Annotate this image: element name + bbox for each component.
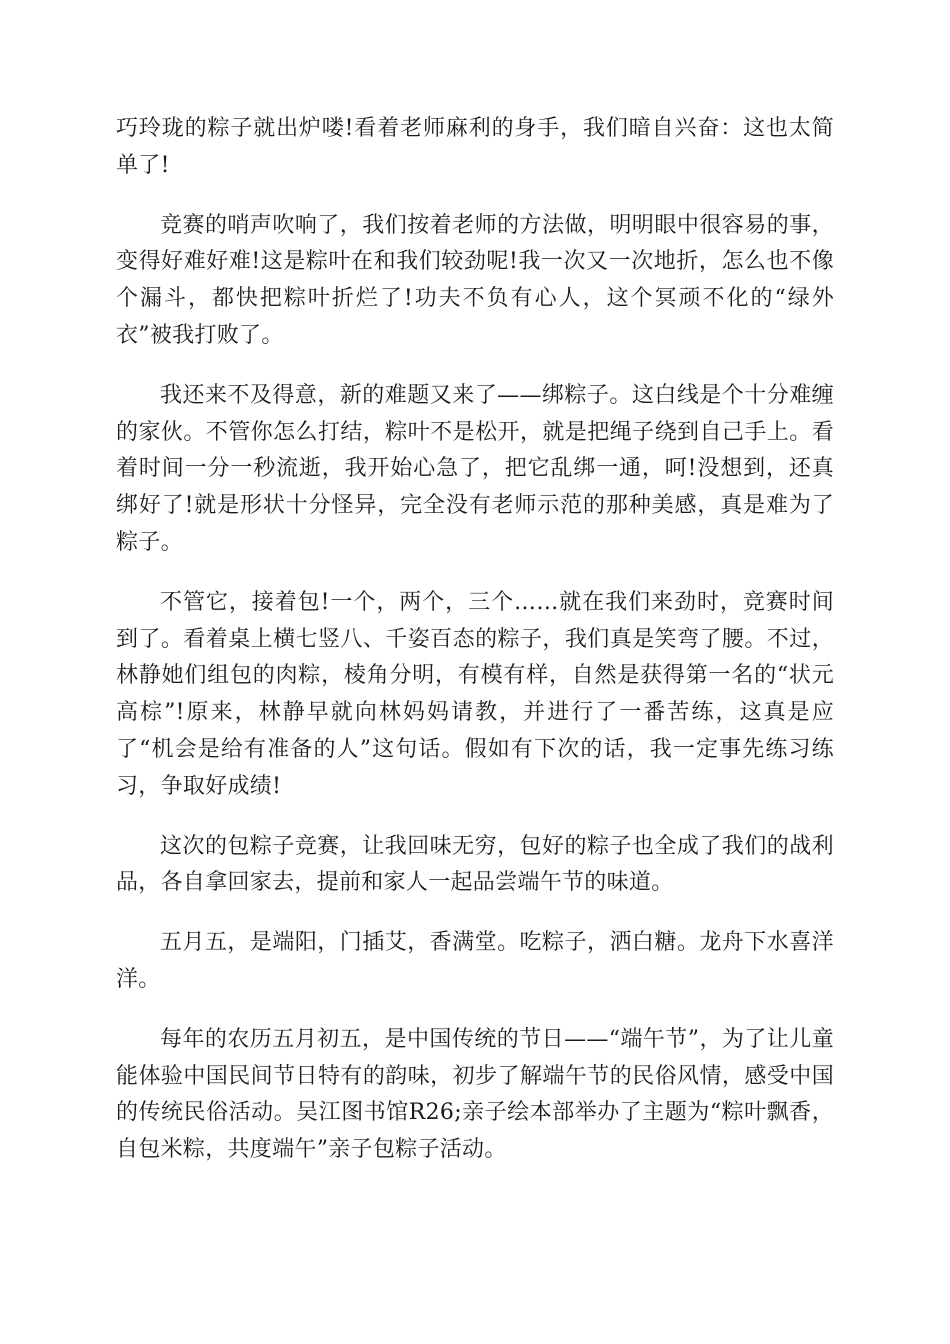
paragraph-6: 五月五，是端阳，门插艾，香满堂。吃粽子，洒白糖。龙舟下水喜洋洋。 <box>116 930 834 992</box>
paragraph-5: 这次的包粽子竞赛，让我回味无穷，包好的粽子也全成了我们的战利品，各自拿回家去，提前和家人一起品尝端午节的味道。 <box>116 833 834 896</box>
paragraph-3: 我还来不及得意，新的难题又来了——绑粽子。这白线是个十分难缠的家伙。不管你怎么打结，粽叶不是松开，就是把绳子绕到自己手上。看着时间一分一秒流逝，我开始心急了，把它乱绑一通，呵!没想到，还真绑好了!就是形状十分怪异，完全没有老师示范的那种美感，真是难为了粽子。 <box>116 382 834 555</box>
paragraph-4: 不管它，接着包!一个，两个，三个……就在我们来劲时，竞赛时间到了。看着桌上横七竖八、千姿百态的粽子，我们真是笑弯了腰。不过，林静她们组包的肉粽，棱角分明，有模有样，自然是获得第一名的“状元高棕”!原来，林静早就向林妈妈请教，并进行了一番苦练，这真是应了“机会是给有准备的人”这句话。假如有下次的话，我一定事先练习练习，争取好成绩! <box>116 589 834 799</box>
paragraph-7: 每年的农历五月初五，是中国传统的节日——“端午节”，为了让儿童能体验中国民间节日特有的韵味，初步了解端午节的民俗风情，感受中国的传统民俗活动。吴江图书馆R26;亲子绘本部举办了主题为“粽叶飘香，自包米粽，共度端午”亲子包粽子活动。 <box>116 1026 834 1163</box>
paragraph-1: 巧玲珑的粽子就出炉喽!看着老师麻利的身手，我们暗自兴奋：这也太简单了! <box>116 116 834 178</box>
paragraph-2: 竞赛的哨声吹响了，我们按着老师的方法做，明明眼中很容易的事，变得好难好难!这是粽叶在和我们较劲呢!我一次又一次地折，怎么也不像个漏斗，都快把粽叶折烂了!功夫不负有心人，这个冥顽不化的“绿外衣”被我打败了。 <box>116 212 834 348</box>
document-body <box>116 111 834 1192</box>
